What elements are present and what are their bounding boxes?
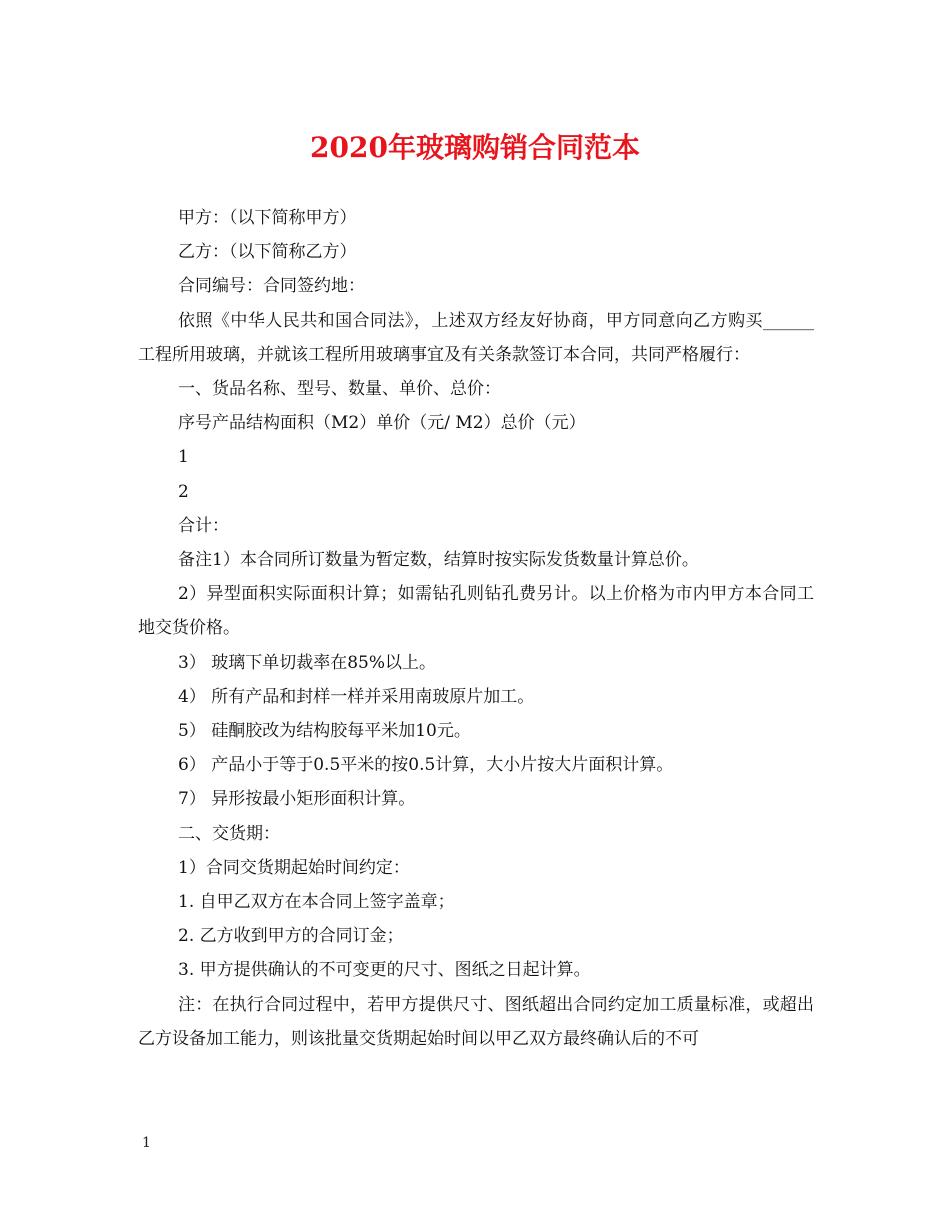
note-item-5: 5） 硅酮胶改为结构胶每平米加10元。 — [178, 721, 471, 742]
party-a-line: 甲方：（以下简称甲方） — [178, 208, 357, 228]
contract-number-line: 合同编号：合同签约地： — [178, 276, 365, 297]
note-item-7: 7） 异形按最小矩形面积计算。 — [178, 789, 416, 810]
delivery-start-clause: 1）合同交货期起始时间约定： — [178, 857, 410, 878]
note-item-3: 3） 玻璃下单切裁率在85%以上。 — [178, 652, 437, 673]
note-item-2: 2）异型面积实际面积计算；如需钻孔则钻孔费另计。以上价格为市内甲方本合同工地交货价格。 — [138, 584, 814, 639]
delivery-condition-1: 1. 自甲乙双方在本合同上签字盖章； — [178, 892, 455, 913]
product-row-2: 2 — [178, 481, 189, 502]
document-body — [138, 201, 814, 1056]
note-item-1: 备注1）本合同所订数量为暂定数，结算时按实际发货数量计算总价。 — [178, 550, 699, 571]
party-b-line: 乙方：（以下简称乙方） — [178, 242, 357, 263]
note-item-6: 6） 产品小于等于0.5平米的按0.5计算，大小片按大片面积计算。 — [178, 755, 674, 776]
product-table-header: 序号产品结构面积（M2）单价（元/ M2）总价（元） — [178, 413, 586, 434]
note-item-4: 4） 所有产品和封样一样并采用南玻原片加工。 — [178, 686, 535, 707]
product-total-line: 合计： — [178, 515, 229, 536]
page-number: 1 — [142, 1135, 151, 1151]
section-one-heading: 一、货品名称、型号、数量、单价、总价： — [178, 379, 501, 400]
product-row-1: 1 — [178, 447, 189, 468]
preamble-paragraph: 依照《中华人民共和国合同法》，上述双方经友好协商，甲方同意向乙方购买______工程所用玻璃，并就该工程所用玻璃事宜及有关条款签订本合同，共同严格履行： — [138, 310, 814, 365]
delivery-condition-3: 3. 甲方提供确认的不可变更的尺寸、图纸之日起计算。 — [178, 960, 591, 981]
document-title: 2020年玻璃购销合同范本 — [310, 131, 640, 164]
delivery-condition-2: 2. 乙方收到甲方的合同订金； — [178, 926, 404, 947]
delivery-note-paragraph: 注：在执行合同过程中，若甲方提供尺寸、图纸超出合同约定加工质量标准，或超出乙方设备加工能力，则该批量交货期起始时间以甲乙双方最终确认后的不可 — [138, 994, 814, 1049]
section-two-heading: 二、交货期： — [178, 823, 280, 844]
